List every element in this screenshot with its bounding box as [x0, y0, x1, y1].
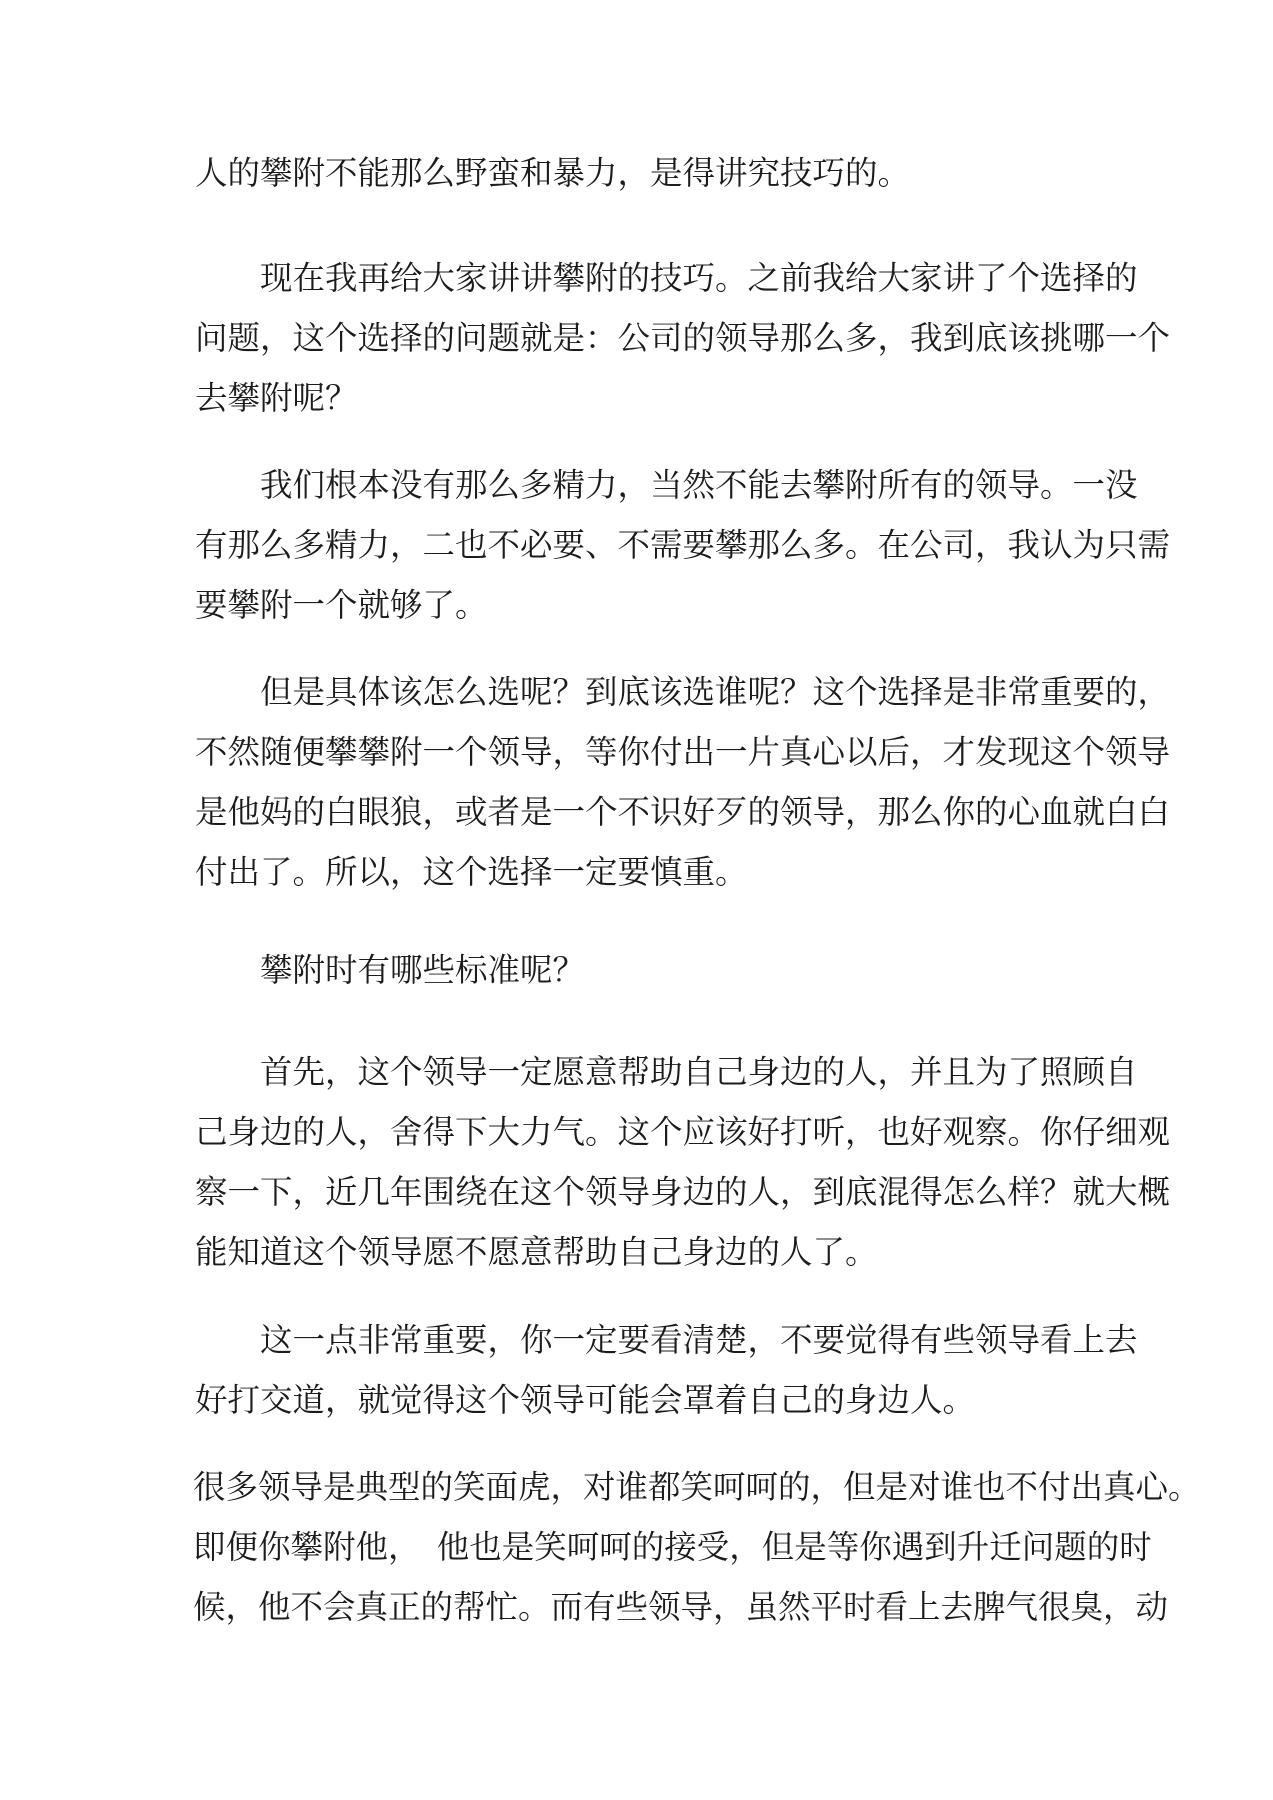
paragraph-8-line-3: 候，他不会真正的帮忙。而有些领导，虽然平时看上去脾气很臭，动	[193, 1588, 1169, 1626]
paragraph-3-line-3: 要攀附一个就够了。	[195, 586, 488, 624]
paragraph-7-line-1: 这一点非常重要，你一定要看清楚，不要觉得有些领导看上去	[260, 1321, 1138, 1359]
paragraph-4-line-3: 是他妈的白眼狼，或者是一个不识好歹的领导，那么你的心血就白白	[195, 793, 1171, 831]
paragraph-6-line-2: 己身边的人，舍得下大力气。这个应该好打听，也好观察。你仔细观	[195, 1113, 1171, 1151]
paragraph-4-line-4: 付出了。所以，这个选择一定要慎重。	[195, 853, 748, 891]
paragraph-8-line-1: 很多领导是典型的笑面虎，对谁都笑呵呵的，但是对谁也不付出真心。	[193, 1468, 1201, 1506]
paragraph-4-line-1: 但是具体该怎么选呢？到底该选谁呢？这个选择是非常重要的，	[260, 673, 1171, 711]
paragraph-2-line-1: 现在我再给大家讲讲攀附的技巧。之前我给大家讲了个选择的	[260, 259, 1138, 297]
paragraph-3-line-1: 我们根本没有那么多精力，当然不能去攀附所有的领导。一没	[260, 466, 1138, 504]
paragraph-3-line-2: 有那么多精力，二也不必要、不需要攀那么多。在公司，我认为只需	[195, 526, 1171, 564]
paragraph-8-line-2: 即便你攀附他， 他也是笑呵呵的接受，但是等你遇到升迁问题的时	[193, 1528, 1152, 1566]
paragraph-6-line-3: 察一下，近几年围绕在这个领导身边的人，到底混得怎么样？就大概	[195, 1173, 1171, 1211]
paragraph-6-line-1: 首先，这个领导一定愿意帮助自己身边的人，并且为了照顾自	[260, 1053, 1138, 1091]
paragraph-2-line-3: 去攀附呢？	[195, 379, 358, 417]
paragraph-4-line-2: 不然随便攀攀附一个领导，等你付出一片真心以后，才发现这个领导	[195, 733, 1171, 771]
paragraph-1-line-1: 人的攀附不能那么野蛮和暴力，是得讲究技巧的。	[195, 154, 911, 192]
paragraph-6-line-4: 能知道这个领导愿不愿意帮助自己身边的人了。	[195, 1233, 878, 1271]
paragraph-7-line-2: 好打交道，就觉得这个领导可能会罩着自己的身边人。	[195, 1381, 976, 1419]
paragraph-2-line-2: 问题，这个选择的问题就是：公司的领导那么多，我到底该挑哪一个	[195, 319, 1171, 357]
paragraph-5-line-1: 攀附时有哪些标准呢？	[260, 951, 586, 989]
